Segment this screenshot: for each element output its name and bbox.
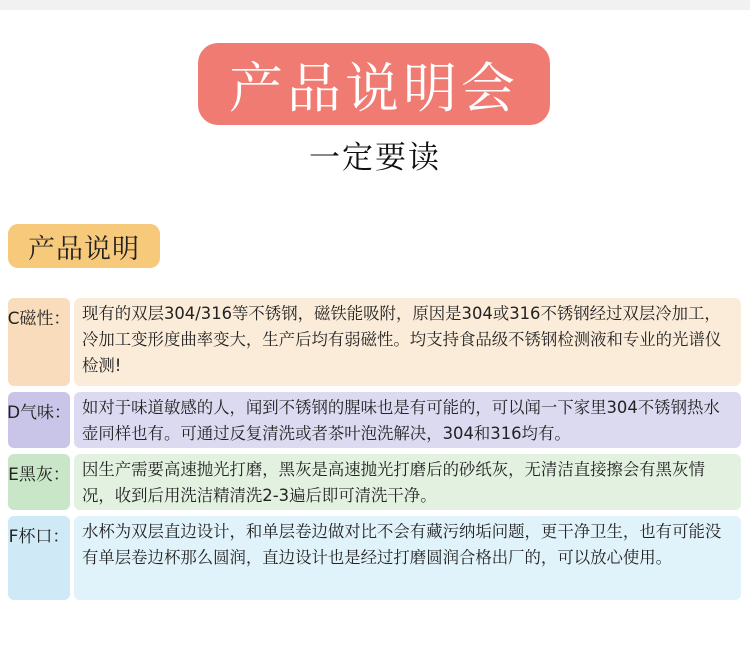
page-subtitle: 一定要读 xyxy=(309,140,441,176)
info-row-text: 现有的双层304/316等不锈钢，磁铁能吸附，原因是304或316不锈钢经过双层冷加工，冷加工变形度曲率变大，生产后均有弱磁性。均支持食品级不锈钢检测液和专业的光谱仪检测! xyxy=(74,298,741,386)
top-divider-bar xyxy=(0,0,750,10)
info-row-magnetism xyxy=(8,298,741,386)
info-row-text: 因生产需要高速抛光打磨，黑灰是高速抛光打磨后的砂纸灰，无清洁直接擦会有黑灰情况，收到后用洗洁精清洗2-3遍后即可清洗干净。 xyxy=(74,454,741,510)
info-row-tag: F杯口： xyxy=(8,516,70,600)
info-row-odor xyxy=(8,392,741,448)
info-row-text: 水杯为双层直边设计，和单层卷边做对比不会有藏污纳垢问题，更干净卫生，也有可能没有单层卷边杯那么圆润，直边设计也是经过打磨圆润合格出厂的，可以放心使用。 xyxy=(74,516,741,600)
info-row-text: 如对于味道敏感的人，闻到不锈钢的腥味也是有可能的，可以闻一下家里304不锈钢热水壶同样也有。可通过反复清洗或者茶叶泡洗解决，304和316均有。 xyxy=(74,392,741,448)
info-row-cup-rim xyxy=(8,516,741,600)
page-title: 产品说明会 xyxy=(198,43,550,125)
section-label: 产品说明 xyxy=(8,224,160,268)
info-row-tag: D气味： xyxy=(8,392,70,448)
info-row-tag: E黑灰： xyxy=(8,454,70,510)
info-row-tag: C磁性： xyxy=(8,298,70,386)
info-row-black-ash xyxy=(8,454,741,510)
